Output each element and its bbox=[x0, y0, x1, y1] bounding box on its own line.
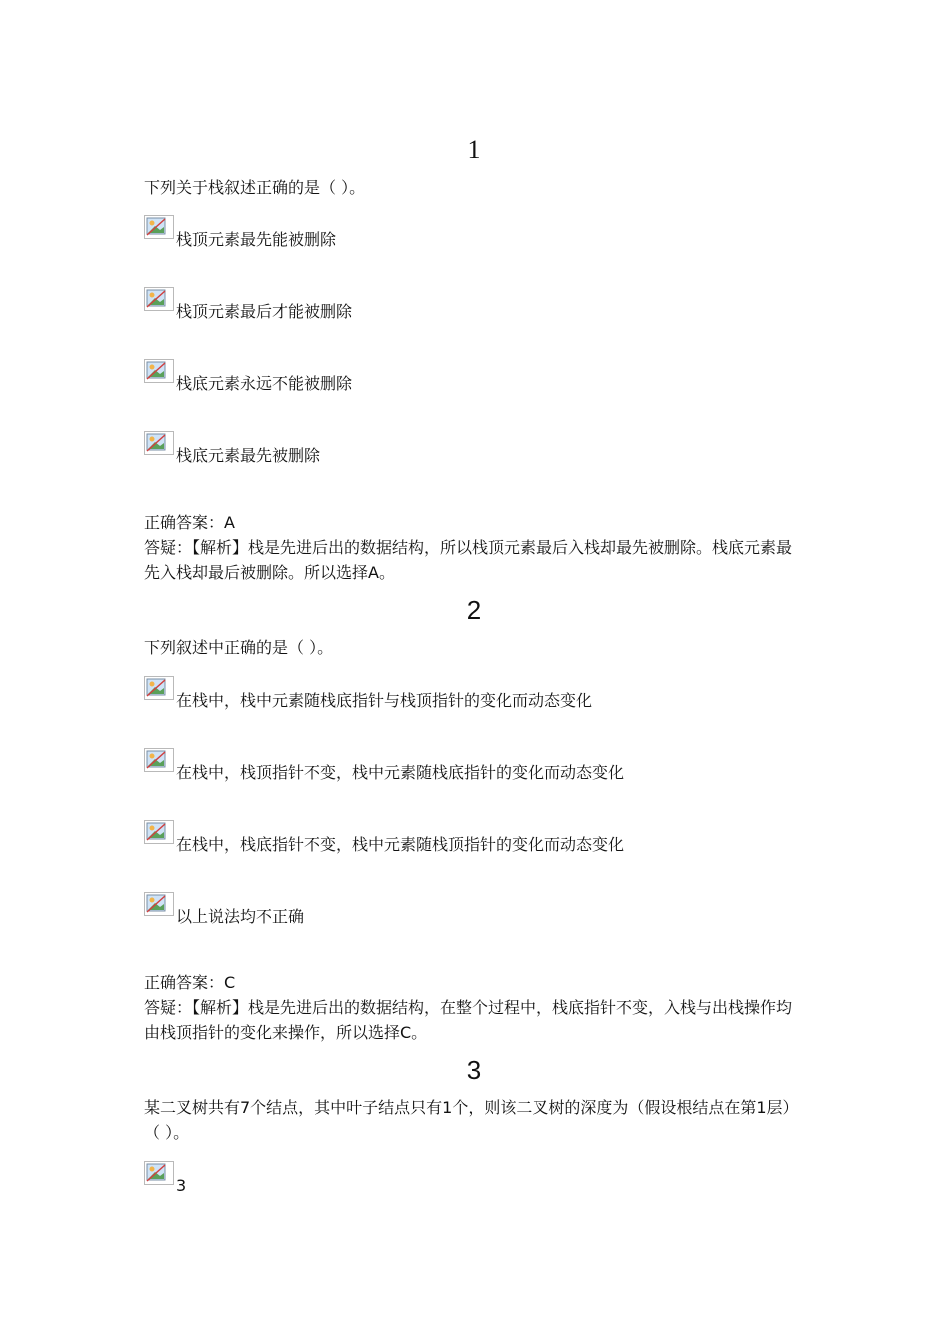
question-stem: 某二叉树共有7个结点，其中叶子结点只有1个，则该二叉树的深度为（假设根结点在第1层）（ ）。 bbox=[144, 1098, 799, 1142]
question-2 bbox=[144, 594, 804, 626]
image-placeholder-icon bbox=[145, 677, 173, 699]
broken-image-icon bbox=[144, 676, 174, 700]
option-text: 栈底元素永远不能被删除 bbox=[176, 374, 353, 393]
option-a[interactable] bbox=[144, 688, 804, 714]
image-placeholder-icon bbox=[145, 1162, 173, 1184]
option-d[interactable] bbox=[144, 904, 804, 930]
answer-block-2 bbox=[144, 970, 804, 1045]
question-1-stem-wrap bbox=[144, 175, 804, 200]
image-placeholder-icon bbox=[145, 360, 173, 382]
broken-image-icon bbox=[144, 1161, 174, 1185]
question-number: 2 bbox=[466, 595, 482, 625]
option-text: 在栈中，栈顶指针不变，栈中元素随栈底指针的变化而动态变化 bbox=[176, 763, 625, 782]
option-text: 以上说法均不正确 bbox=[176, 907, 305, 926]
image-placeholder-icon bbox=[145, 893, 173, 915]
broken-image-icon bbox=[144, 820, 174, 844]
broken-image-icon bbox=[144, 215, 174, 239]
option-text: 在栈中，栈中元素随栈底指针与栈顶指针的变化而动态变化 bbox=[176, 691, 593, 710]
question-number: 3 bbox=[466, 1055, 482, 1085]
option-c[interactable] bbox=[144, 832, 804, 858]
answer-analysis: 答疑：【解析】栈是先进后出的数据结构，所以栈顶元素最后入栈却最先被删除。栈底元素最先入栈却最后被删除。所以选择A。 bbox=[144, 538, 793, 582]
broken-image-icon bbox=[144, 431, 174, 455]
answer-analysis: 答疑：【解析】栈是先进后出的数据结构，在整个过程中，栈底指针不变，入栈与出栈操作均由栈顶指针的变化来操作，所以选择C。 bbox=[144, 998, 793, 1042]
answer-block-1 bbox=[144, 510, 804, 585]
option-b[interactable] bbox=[144, 760, 804, 786]
option-text: 3 bbox=[176, 1176, 187, 1195]
broken-image-icon bbox=[144, 748, 174, 772]
option-c[interactable] bbox=[144, 371, 804, 397]
option-b[interactable] bbox=[144, 299, 804, 325]
option-a[interactable] bbox=[144, 227, 804, 253]
image-placeholder-icon bbox=[145, 288, 173, 310]
image-placeholder-icon bbox=[145, 216, 173, 238]
question-1 bbox=[144, 134, 804, 166]
option-text: 栈顶元素最先能被删除 bbox=[176, 230, 337, 249]
image-placeholder-icon bbox=[145, 749, 173, 771]
option-text: 在栈中，栈底指针不变，栈中元素随栈顶指针的变化而动态变化 bbox=[176, 835, 625, 854]
image-placeholder-icon bbox=[145, 432, 173, 454]
image-placeholder-icon bbox=[145, 821, 173, 843]
question-stem: 下列关于栈叙述正确的是（ ）。 bbox=[144, 178, 366, 197]
correct-answer: 正确答案：C bbox=[144, 973, 236, 992]
option-d[interactable] bbox=[144, 443, 804, 469]
correct-answer: 正确答案：A bbox=[144, 513, 235, 532]
question-stem: 下列叙述中正确的是（ ）。 bbox=[144, 638, 334, 657]
question-number: 1 bbox=[467, 135, 481, 164]
option-text: 栈底元素最先被删除 bbox=[176, 446, 321, 465]
question-3-stem-wrap bbox=[144, 1095, 804, 1145]
option-a[interactable] bbox=[144, 1173, 804, 1199]
option-text: 栈顶元素最后才能被删除 bbox=[176, 302, 353, 321]
question-2-stem-wrap bbox=[144, 635, 804, 660]
broken-image-icon bbox=[144, 892, 174, 916]
broken-image-icon bbox=[144, 287, 174, 311]
broken-image-icon bbox=[144, 359, 174, 383]
question-3 bbox=[144, 1054, 804, 1086]
